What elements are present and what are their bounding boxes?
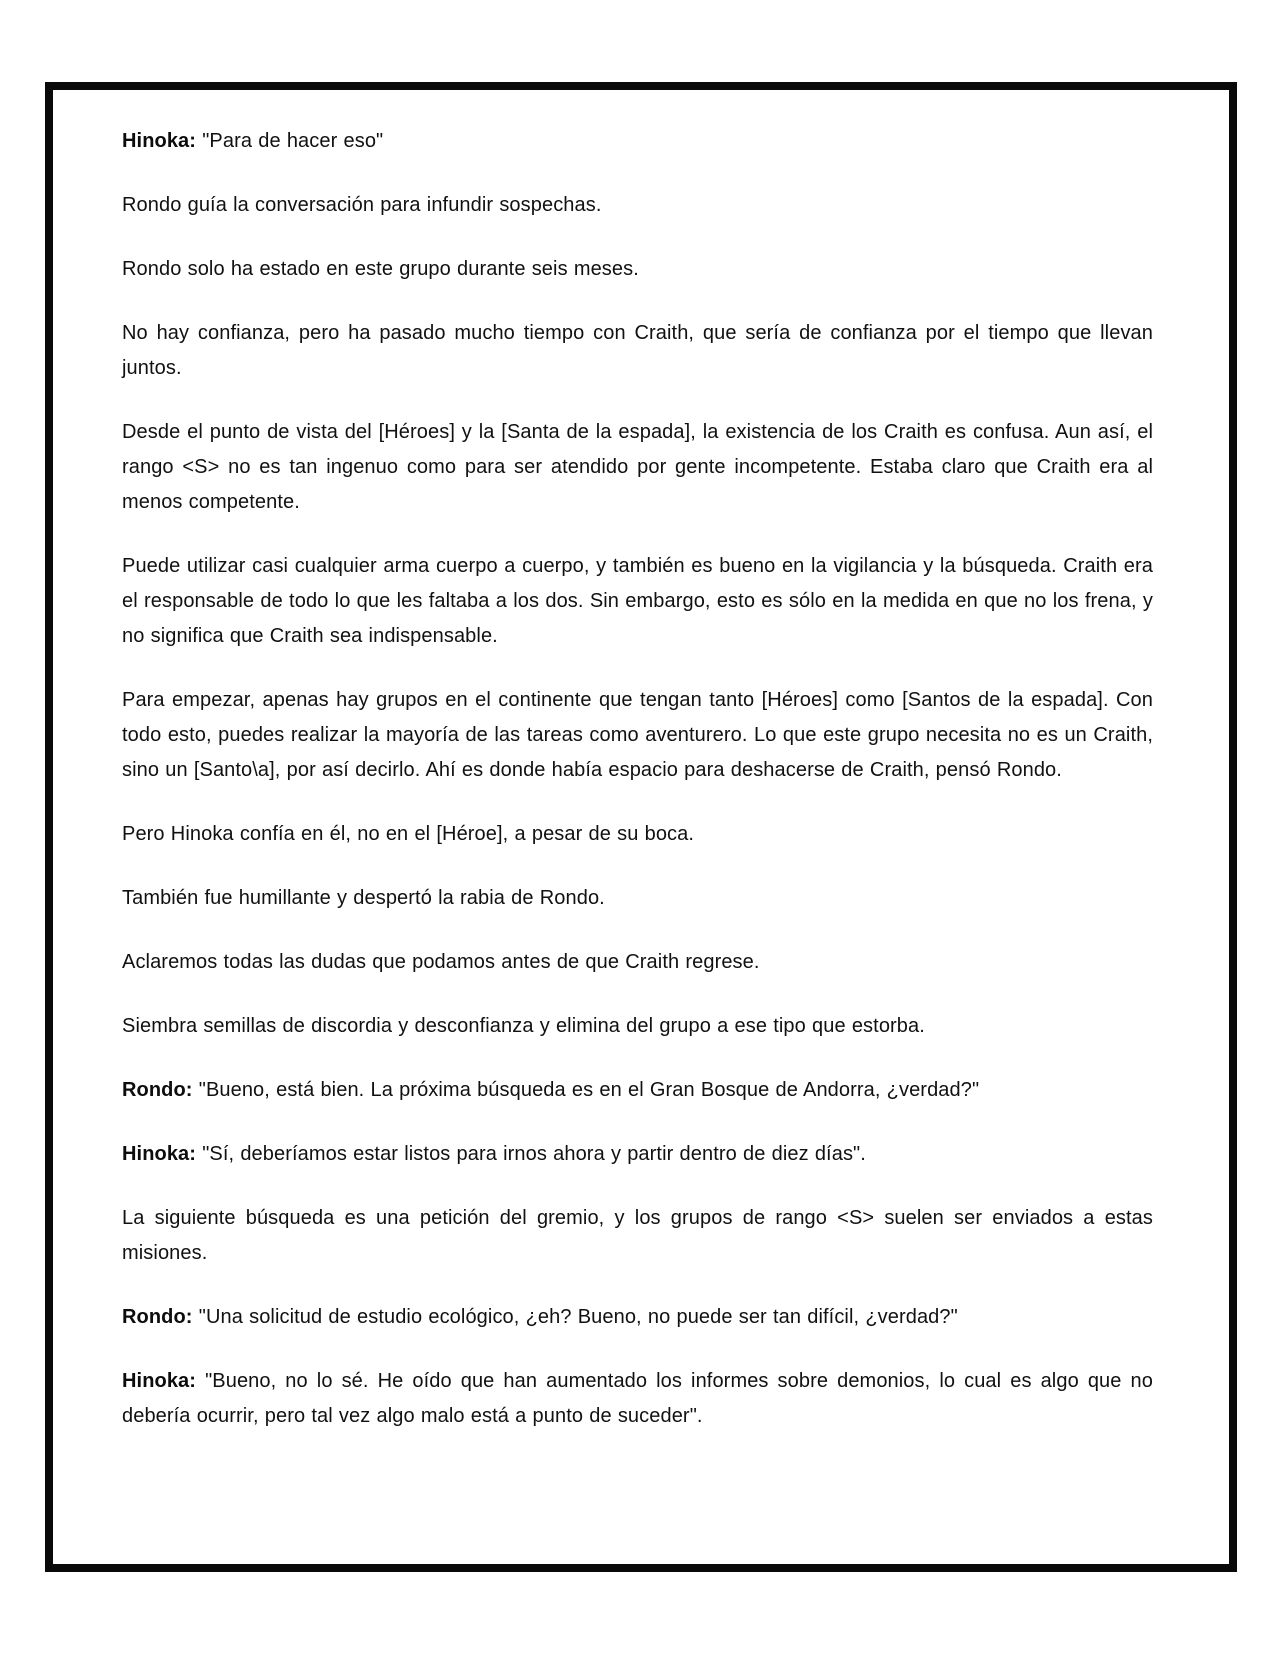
paragraph-text: La siguiente búsqueda es una petición del gremio, y los grupos de rango <S> suelen ser enviados a estas misiones. (122, 1207, 1153, 1264)
paragraph-text: Para empezar, apenas hay grupos en el continente que tengan tanto [Héroes] como [Santos de la espada]. Con todo esto, puedes realizar la mayoría de las tareas como aventurero. Lo que este grupo necesita no es un Craith, sino un [Santo\a], por así decirlo. Ahí es donde había espacio para deshacerse de Craith, pensó Rondo. (122, 689, 1153, 781)
paragraph (122, 1073, 1153, 1108)
paragraph (122, 1300, 1153, 1335)
paragraph-text: "Bueno, está bien. La próxima búsqueda es en el Gran Bosque de Andorra, ¿verdad?" (198, 1079, 980, 1101)
paragraph-text: Siembra semillas de discordia y desconfianza y elimina del grupo a ese tipo que estorba. (122, 1015, 925, 1037)
paragraph-text: No hay confianza, pero ha pasado mucho tiempo con Craith, que sería de confianza por el tiempo que llevan juntos. (122, 322, 1153, 379)
paragraph (122, 1201, 1153, 1271)
paragraph-text: Rondo solo ha estado en este grupo durante seis meses. (122, 258, 639, 280)
speaker-name: Hinoka: (122, 1143, 197, 1165)
paragraph-text: "Para de hacer eso" (202, 130, 384, 152)
paragraph (122, 817, 1153, 852)
paragraph-text: También fue humillante y despertó la rabia de Rondo. (122, 887, 605, 909)
paragraph-text: "Bueno, no lo sé. He oído que han aumentado los informes sobre demonios, lo cual es algo que no debería ocurrir, pero tal vez algo malo está a punto de suceder". (122, 1370, 1153, 1427)
page-frame-border (45, 82, 1237, 1572)
paragraph (122, 415, 1153, 520)
paragraph (122, 188, 1153, 223)
paragraph (122, 881, 1153, 916)
speaker-name: Rondo: (122, 1079, 193, 1101)
paragraph (122, 1137, 1153, 1172)
paragraph-text: Desde el punto de vista del [Héroes] y la [Santa de la espada], la existencia de los Craith es confusa. Aun así, el rango <S> no es tan ingenuo como para ser atendido por gente incompetente. Estaba claro que Craith era al menos competente. (122, 421, 1153, 513)
speaker-name: Hinoka: (122, 130, 197, 152)
paragraph (122, 549, 1153, 654)
paragraph-text: Puede utilizar casi cualquier arma cuerpo a cuerpo, y también es bueno en la vigilancia y la búsqueda. Craith era el responsable de todo lo que les faltaba a los dos. Sin embargo, esto es sólo en la medida en que no los frena, y no significa que Craith sea indispensable. (122, 555, 1153, 647)
paragraph-text: Aclaremos todas las dudas que podamos antes de que Craith regrese. (122, 951, 760, 973)
paragraph-text: "Sí, deberíamos estar listos para irnos ahora y partir dentro de diez días". (202, 1143, 866, 1165)
paragraph (122, 945, 1153, 980)
paragraph (122, 252, 1153, 287)
paragraph (122, 124, 1153, 159)
paragraph (122, 316, 1153, 386)
paragraph-text: Pero Hinoka confía en él, no en el [Héroe], a pesar de su boca. (122, 823, 695, 845)
paragraph-text: "Una solicitud de estudio ecológico, ¿eh? Bueno, no puede ser tan difícil, ¿verdad?" (198, 1306, 958, 1328)
paragraph-text: Rondo guía la conversación para infundir sospechas. (122, 194, 602, 216)
speaker-name: Hinoka: (122, 1370, 197, 1392)
paragraph (122, 1009, 1153, 1044)
novel-text-content (53, 90, 1229, 1564)
speaker-name: Rondo: (122, 1306, 193, 1328)
paragraph (122, 683, 1153, 788)
paragraph (122, 1364, 1153, 1434)
